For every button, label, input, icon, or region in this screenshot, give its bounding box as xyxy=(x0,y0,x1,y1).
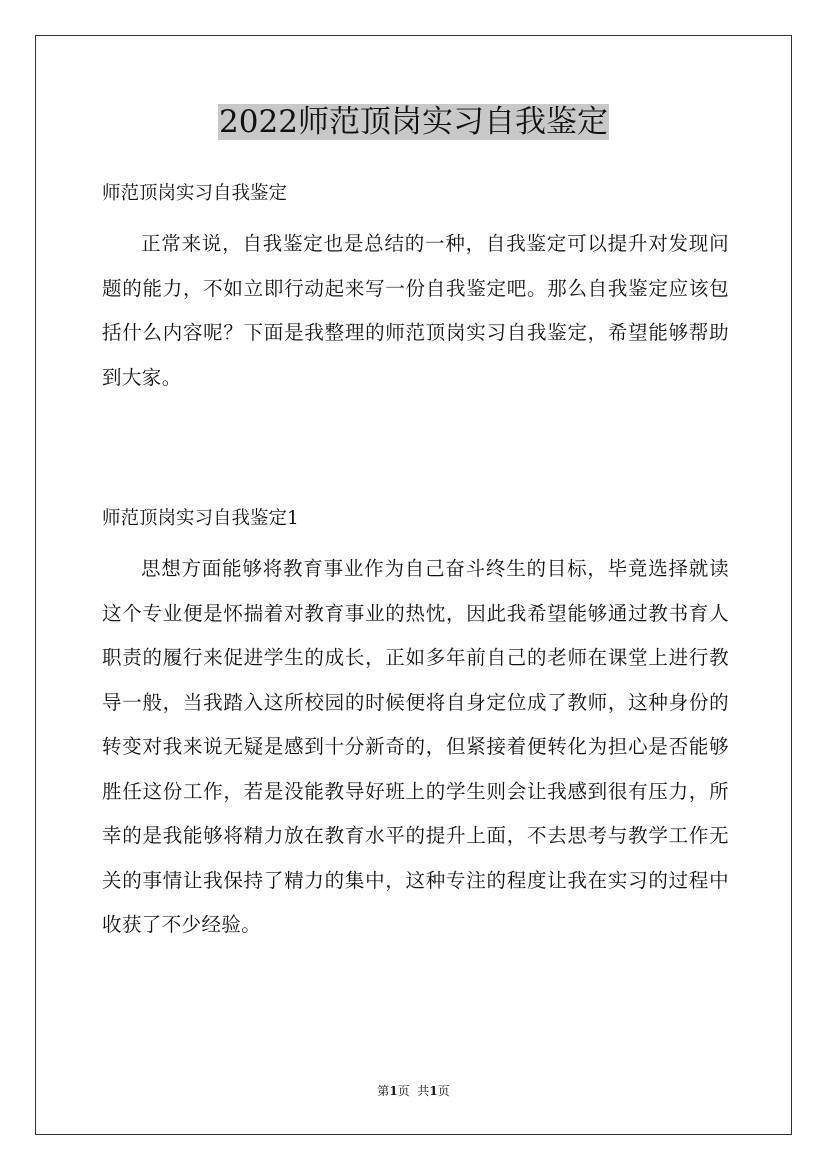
footer-mid: 页 共 xyxy=(397,1084,430,1098)
footer-suffix: 页 xyxy=(437,1084,450,1098)
footer-total-pages: 1 xyxy=(429,1084,438,1098)
section-1-body: 思想方面能够将教育事业作为自己奋斗终生的目标，毕竟选择就读这个专业便是怀揣着对教育事业的热忱，因此我希望能够通过教书育人职责的履行来促进学生的成长，正如多年前自己的老师在课堂上进行教导一般，当我踏入这所校园的时候便将自身定位成了教师，这种身份的转变对我来说无疑是感到十分新奇的，但紧接着便转化为担心是否能够胜任这份工作，若是没能教导好班上的学生则会让我感到很有压力，所幸的是我能够将精力放在教育水平的提升上面，不去思考与教学工作无关的事情让我保持了精力的集中，这种专注的程度让我在实习的过程中收获了不少经验。 xyxy=(102,557,729,936)
footer-prefix: 第 xyxy=(377,1084,390,1098)
title-highlight: 2022师范顶岗实习自我鉴定 xyxy=(219,104,608,140)
intro-paragraph: 正常来说，自我鉴定也是总结的一种，自我鉴定可以提升对发现问题的能力，不如立即行动起来写一份自我鉴定吧。那么自我鉴定应该包括什么内容呢？下面是我整理的师范顶岗实习自我鉴定，希望能够帮助到大家。 xyxy=(102,232,729,389)
section-1-heading: 师范顶岗实习自我鉴定1 xyxy=(102,508,299,529)
document-subtitle: 师范顶岗实习自我鉴定 xyxy=(102,183,288,204)
page-number-footer xyxy=(0,1083,827,1099)
footer-current-page: 1 xyxy=(389,1084,398,1098)
document-title xyxy=(0,101,827,143)
